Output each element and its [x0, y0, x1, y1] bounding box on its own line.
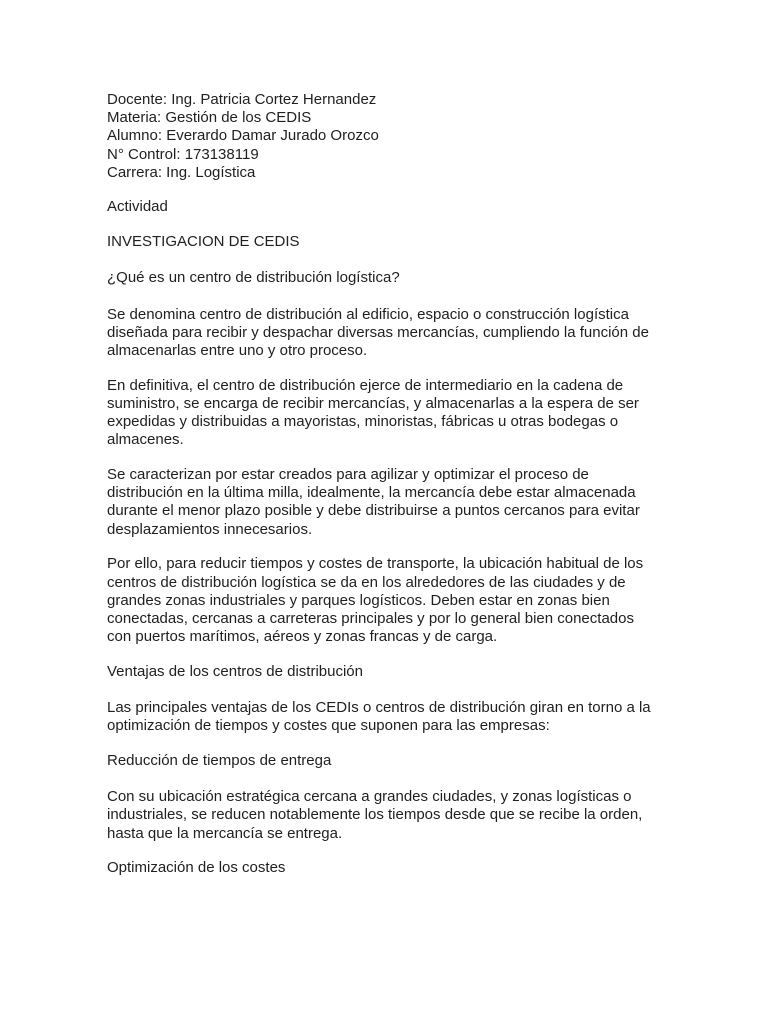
paragraph-line: hasta que la mercancía se entrega. [107, 824, 343, 842]
paragraph-line: desplazamientos innecesarios. [107, 520, 313, 538]
paragraph-line: almacenes. [107, 431, 184, 449]
paragraph-line: distribución en la última milla, idealmente, la mercancía debe estar almacenada [107, 484, 636, 502]
paragraph-line: grandes zonas industriales y parques logísticos. Deben estar en zonas bien [107, 591, 610, 609]
paragraph-line: expedidas y distribuidas a mayoristas, minoristas, fábricas u otras bodegas o [107, 413, 619, 431]
paragraph-line: Con su ubicación estratégica cercana a grandes ciudades, y zonas logísticas o [107, 788, 632, 806]
paragraph-line: optimización de tiempos y costes que suponen para las empresas: [107, 717, 550, 735]
carrera-line: Carrera: Ing. Logística [107, 163, 256, 181]
paragraph-line: Por ello, para reducir tiempos y costes de transporte, la ubicación habitual de los [107, 555, 644, 573]
docente-line: Docente: Ing. Patricia Cortez Hernandez [107, 91, 377, 108]
paragraph-line: En definitiva, el centro de distribución ejerce de intermediario en la cadena de [107, 376, 624, 394]
paragraph-line: industriales, se reducen notablemente los tiempos desde que se recibe la orden, [107, 806, 643, 824]
paragraph-line: diseñada para recibir y despachar diversas mercancías, cumpliendo la función de [107, 323, 649, 341]
paragraph-line: conectadas, cercanas a carreteras principales y por lo general bien conectados [107, 609, 634, 627]
question-heading: ¿Qué es un centro de distribución logística? [107, 269, 400, 287]
paragraph-definition [107, 306, 667, 361]
ventajas-heading: Ventajas de los centros de distribución [107, 662, 363, 680]
paragraph-delivery [107, 788, 667, 843]
paragraph-line: durante el menor plazo posible y debe distribuirse a puntos cercanos para evitar [107, 502, 640, 520]
reduccion-heading: Reducción de tiempos de entrega [107, 751, 332, 769]
control-line: N° Control: 173138119 [107, 145, 259, 163]
header-block [107, 91, 667, 182]
paragraph-advantages [107, 699, 667, 735]
paragraph-line: Se denomina centro de distribución al edificio, espacio o construcción logística [107, 305, 629, 323]
paragraph-line: Las principales ventajas de los CEDIs o centros de distribución giran en torno a la [107, 699, 651, 717]
document-title: INVESTIGACION DE CEDIS [107, 233, 300, 251]
materia-line: Materia: Gestión de los CEDIS [107, 109, 312, 127]
optimizacion-heading: Optimización de los costes [107, 859, 286, 877]
paragraph-line: centros de distribución logística se da en los alrededores de las ciudades y de [107, 573, 626, 591]
paragraph-intermediary [107, 377, 667, 450]
document-content [107, 91, 667, 896]
paragraph-line: con puertos marítimos, aéreos y zonas francas y de carga. [107, 628, 498, 646]
paragraph-line: suministro, se encarga de recibir mercancías, y almacenarlas a la espera de ser [107, 394, 639, 412]
paragraph-location [107, 555, 667, 646]
alumno-line: Alumno: Everardo Damar Jurado Orozco [107, 127, 379, 145]
actividad-label: Actividad [107, 198, 168, 216]
paragraph-characteristics [107, 466, 667, 539]
paragraph-line: Se caracterizan por estar creados para agilizar y optimizar el proceso de [107, 466, 589, 484]
paragraph-line: almacenarlas entre uno y otro proceso. [107, 342, 368, 360]
